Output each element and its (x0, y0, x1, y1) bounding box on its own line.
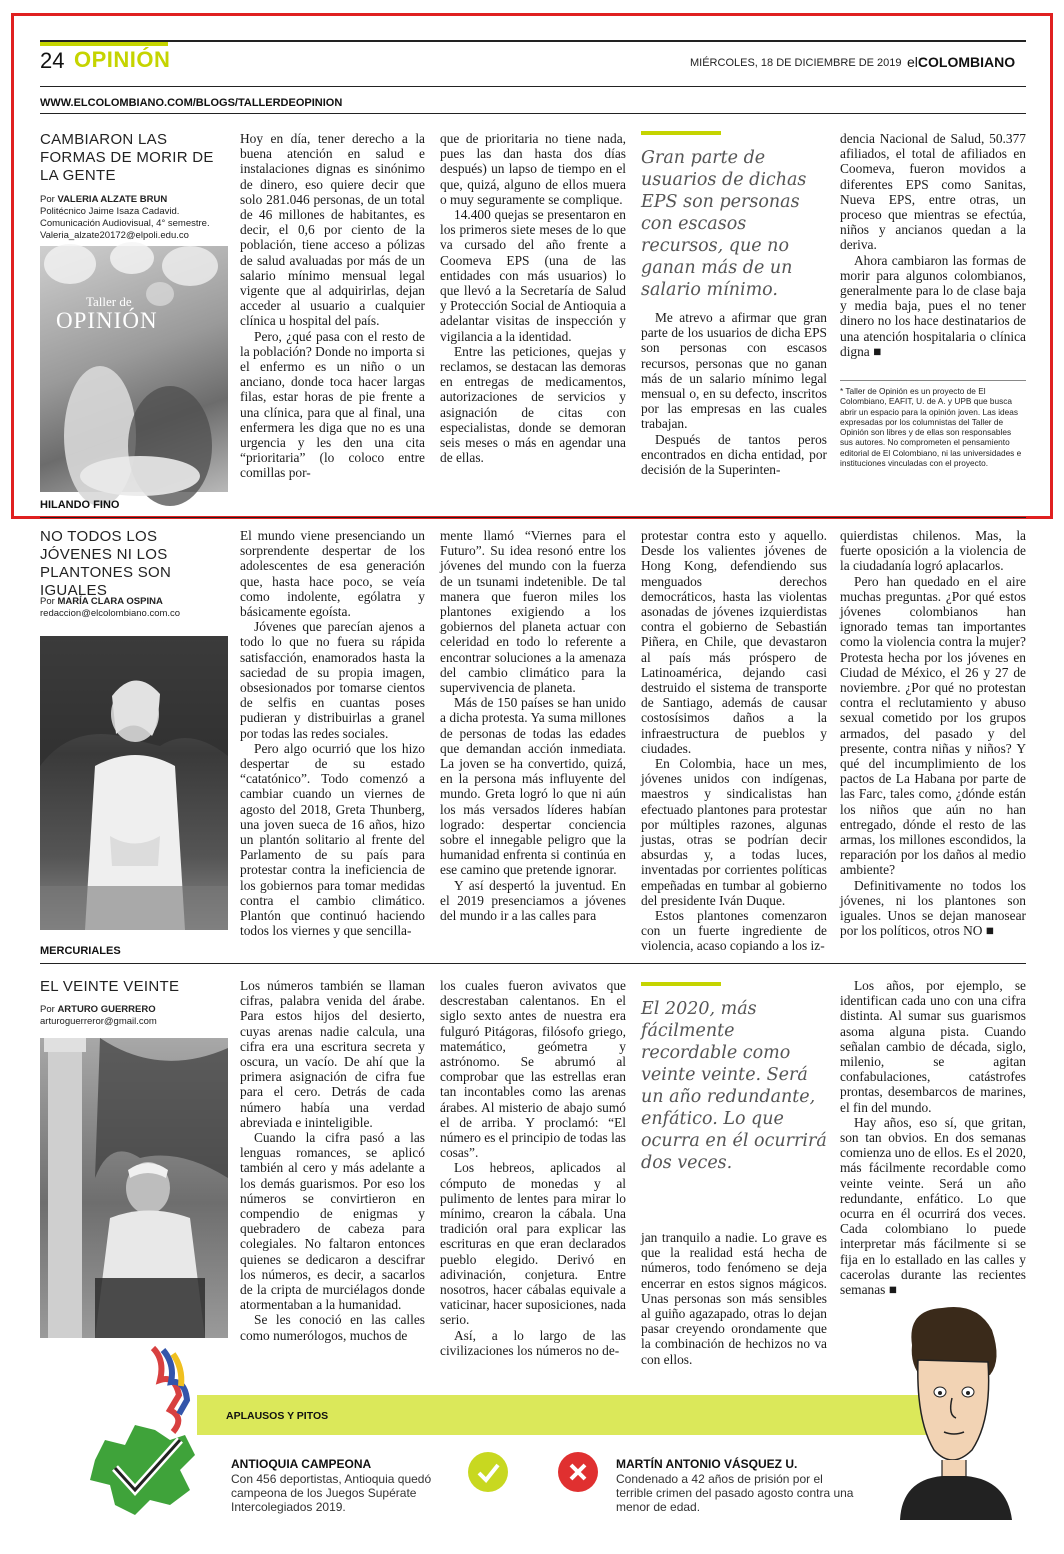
aplauso-text: Con 456 deportistas, Antioquia quedó campeona de los Juegos Supérate Intercolegiados 2019. (231, 1472, 432, 1514)
paragraph: Y así despertó la juventud. En el 2019 presenciamos a jóvenes del mundo ir a las calles para (440, 877, 626, 924)
paragraph: protestar contra esto y aquello. Desde los valientes jóvenes de Hong Kong, defendiendo sus menguados derechos democráticos, hasta las violentas asonadas de jóvenes izquierdistas contra el gobierno de Sebastián Piñera, en Chile, que devastaron al país más próspero de Latinoamérica, dejando casi destruido el sistema de transporte de Santiago, además de causar costosísimos daños a la infraestructura de pueblos y ciudades. (641, 528, 827, 756)
footnote-rule (840, 380, 1026, 381)
pito-text: Condenado a 42 años de prisión por el terrible crimen del pasado agosto contra una menor de edad. (616, 1472, 854, 1514)
by-prefix: Por (40, 1004, 55, 1015)
paragraph: Pero han quedado en el aire muchas preguntas. ¿Por qué estos jóvenes colombianos han ignorado temas tan importantes como la violencia contra la mujer? Protesta hecha por los jóvenes en Ciudad de México, el 26 y 27 de noviembre. ¿Por qué no protestan contra el reclutamiento y abuso sexual cometido por los grupos armados, del pasado y del presente, contra niñas y niños? Y qué del incumplimiento de los pactos de La Habana por parte de las Farc, tales como, ¿dónde están los niños que aún no han entregado, dónde el resto de las armas, los millones escondidos, la reparación por los daños al medio ambiente? (840, 573, 1026, 878)
paragraph: En Colombia, hace un mes, jóvenes unidos con indígenas, maestros y sindicalistas han efectuado plantones para protestar por múltiples razones, algunas justas, otras se podrían decir absurdas y, a todas luces, inventadas por corrientes políticas empeñadas en tumbar al gobierno del presidente Iván Duque. (641, 756, 827, 908)
portrait-graphic (40, 1038, 228, 1338)
article3-headline: EL VEINTE VEINTE (40, 978, 180, 995)
article1-column4 (840, 131, 1026, 376)
section-tag-hilando: HILANDO FINO (40, 499, 120, 511)
article3-column1 (240, 978, 425, 1354)
paragraph: Después de tantos peros encontrados en dicha entidad, por decisión de la Superinten- (641, 431, 827, 478)
paragraph: Definitivamente no todos los jóvenes, ni los plantones son iguales. Unos se dejan manosear por los políticos, otros NO ■ (840, 877, 1026, 939)
paragraph: Pero algo ocurrió que los hizo despertar de su estado “catatónico”. Todo comenzó a cambiar cuando un viernes de agosto del 2018, Greta Thunberg, una joven sueca de 16 años, hizo un plantón solitario al frente del Parlamento de su país para protestar contra la ineficiencia de los gobiernos para tomar medidas contra el cambio climático. Plantón que continuó haciendo todos los viernes y que sencilla- (240, 740, 425, 939)
author-email[interactable]: Valeria_alzate20172@elpoli.edu.co (40, 230, 189, 241)
article1-column1 (240, 131, 425, 491)
paragraph: Así, a lo largo de las civilizaciones los números no de- (440, 1327, 626, 1358)
article2-headline: NO TODOS LOS JÓVENES NI LOS PLANTONES SON IGUALES (40, 528, 172, 599)
paragraph: Más de 150 países se han unido a dicha protesta. Ya suma millones de personas de todas las edades que demandan acción inmediata. La joven se ha convertido, quizá, en la persona más influyente del mundo. Greta logró lo que ni aún los más versados líderes habían logrado: despertar conciencia sobre el innegable peligro que la humanidad enfrenta si continúa en ese camino que pretende ignorar. (440, 695, 626, 878)
pullquote-bar (641, 131, 721, 135)
pullquote-bar (641, 982, 721, 986)
author-email[interactable]: arturoguerreror@gmail.com (40, 1016, 157, 1027)
paragraph: 14.400 quejas se presentaron en los primeros siete meses de lo que va cursado del año frente a Coomeva EPS (una de las entidades con más usuarios) lo que llevó a la Secretaría de Salud y Protección Social de Antioquia a adelantar visitas de inspección y vigilancia a la identidad. (440, 207, 626, 344)
paragraph: los cuales fueron avivatos que descrestaban calentanos. En el siglo sexto antes de nuestra era fulguró Pitágoras, filósofo griego, matemático, geómetra y astrónomo. Se abrumó al comprobar que las estrellas eran tan incontables como las arenas árabes. Al misterio de abajo sumó el de arriba. Y proclamó: “El número es el principio de todas las cosas”. (440, 978, 626, 1161)
by-prefix: Por (40, 194, 55, 205)
paragraph: Jóvenes que parecían ajenos a todo lo que no fuera su rápida satisfacción, enamorados hasta la saciedad de su propia imagen, obsesionados por tomarse cientos de selfis en cuantas poses pudieran y distribuirlas a granel por todas las redes sociales. (240, 619, 425, 741)
article3-pullquote: El 2020, más fácilmente recordable como veinte veinte. Será un año redundante, enfático. Lo que ocurra en él ocurrirá dos veces. (641, 999, 827, 1173)
article-divider (40, 517, 1026, 518)
article1-byline (40, 194, 230, 242)
pito-headline: MARTÍN ANTONIO VÁSQUEZ U. (616, 1457, 798, 1471)
author-affiliation: Politécnico Jaime Isaza Cadavid. (40, 206, 180, 217)
logo-main: COLOMBIANO (917, 54, 1016, 70)
author-name: VALERIA ALZATE BRUN (57, 194, 168, 205)
cross-glyph (558, 1452, 598, 1492)
article2-column4 (840, 528, 1026, 939)
author-program: Comunicación Audiovisual, 4° semestre. (40, 218, 210, 229)
issue-date: MIÉRCOLES, 18 DE DICIEMBRE DE 2019 (690, 57, 902, 69)
paragraph: Los números también se llaman cifras, palabra venida del árabe. Para estos hijos del desierto, cuyas arenas nadie calcula, una cifra era una escritura secreta y oscura, un vacío. De ahí que la primera asignación de cifra fue para el cero. Detrás de cada número había una verdad abreviada e ininteligible. (240, 978, 425, 1130)
newspaper-logo (907, 54, 1015, 70)
check-icon (468, 1452, 508, 1492)
paragraph: Hoy en día, tener derecho a la buena atención en salud e instalaciones dignas es sinónimo de dinero, eso quiere decir que solo 281.046 personas, de un total de 46 millones de habitantes, es decir, el 0,6 por ciento de la población, tiene acceso a pólizas de salud avaluadas por más de un salario mínimo mensual legal vigente que al adquirirlas, dejan acceder al usuario a cualquier clínica u hospital del país. (240, 131, 425, 329)
paragraph: Se les conoció en las calles como numerólogos, muchos de (240, 1312, 425, 1343)
caricature-icon (882, 1300, 1032, 1520)
cross-icon (558, 1452, 598, 1492)
article3-byline (40, 1004, 230, 1028)
header-bottom-rule (40, 86, 1026, 87)
header-rule (40, 40, 1026, 42)
article1-pullquote: Gran parte de usuarios de dichas EPS son personas con escasos recursos, que no ganan más de un salario mínimo. (641, 148, 807, 300)
author-name: MARÍA CLARA OSPINA (57, 596, 163, 607)
portrait-graphic (40, 636, 228, 930)
author-email[interactable]: redaccion@elcolombiano.com.co (40, 608, 181, 619)
paragraph: Los años, por ejemplo, se identifican cada uno con una cifra distinta. Al sumar sus guarismos asoma alguna pista. Cuando señalan cambio de década, siglo, milenio, se agitan confabulaciones, catástrofes prontas, desembarcos de marines, el fin del mundo. (840, 978, 1026, 1115)
section-tag-mercuriales: MERCURIALES (40, 945, 121, 957)
paragraph: Los hebreos, aplicados al cómputo de monedas y al pulimento de lentes para mirar lo mínimo, crearon la cábala. Una tradición oral para explicar las escrituras en que eran declarados pueblo elegido. Derivó en adivinación, conjetura. Entre nosotros, hacer cábalas equivale a vaticinar, hacer suposiciones, nada serio. (440, 1160, 626, 1328)
article3-column4 (840, 978, 1026, 1298)
logo-prefix: el (907, 54, 918, 70)
paragraph: Pero, ¿qué pasa con el resto de la población? Donde no importa si el enfermo es un niño o un anciano, donde toca hacer largas filas, estar horas de pie frente a una clínica, para que al final, una enfermera les diga que no es una urgencia y les den una cita “prioritaria” (lo coloco entre comillas por- (240, 328, 425, 481)
article3-column2 (440, 978, 626, 1358)
aplauso-headline: ANTIOQUIA CAMPEONA (231, 1457, 372, 1471)
article1-column2 (440, 131, 626, 491)
paragraph: que de prioritaria no tiene nada, pues las dan hasta dos días después) un lapso de tiempo en el que, quizá, alguno de ellos muera o muy seguramente se complique. (440, 131, 626, 207)
taller-opinion-photo (40, 246, 228, 492)
paragraph: Hay años, eso sí, que gritan, son tan obvios. En dos semanas comienza uno de ellos. Es el 2020, más fácilmente recordable como veinte veinte. Será un año redundante, enfático. Lo que ocurra en él ocurrirá dos veces. Cada colombiano lo puede interpretar más fácilmente si se fija en lo estallado en las calles y cacerolas durante las recientes semanas ■ (840, 1114, 1026, 1298)
author-name: ARTURO GUERRERO (57, 1004, 156, 1015)
section-name: OPINIÓN (74, 47, 171, 72)
url-rule (40, 113, 1026, 114)
aplausos-title: APLAUSOS Y PITOS (226, 1410, 329, 1422)
article3-column3 (641, 1230, 827, 1367)
taller-label-large: OPINIÓN (56, 308, 158, 333)
paragraph: Cuando la cifra pasó a las lenguas romances, se aplicó también al cero y más adelante a los demás guarismos. Por eso los números se convirtieron en compendio de enigmas y quebradero de cabeza para colegiales. No faltaron entonces quienes se dedicaron a descifrar los números, es decir, a sacarlos de la cripta de murciélagos donde atormentaban a la humanidad. (240, 1130, 425, 1313)
author-photo-guerrero (40, 1038, 228, 1338)
paragraph: Ahora cambiaron las formas de morir para algunos colombianos, generalmente para lo de clase baja y media baja, pues el no tener dinero no los hace destinatarios de una atención hospitalaria o clínica digna ■ (840, 252, 1026, 359)
article-divider (40, 963, 1026, 964)
paragraph: El mundo viene presenciando un sorprendente despertar de los adolescentes de esa generación que, hasta hace poco, se veía como indolente, ególatra y básicamente egoísta. (240, 528, 425, 620)
taller-label-small: Taller de (86, 294, 132, 309)
paragraph: jan tranquilo a nadie. Lo grave es que la realidad está hecha de números, todo fenómeno se deja encerrar en estos signos mágicos. Unas personas son más sensibles al guiño agazapado, otras lo dejan pasar creyendo orondamente que la combinación de hechizos no va con ellos. (641, 1230, 827, 1367)
author-photo-ospina (40, 636, 228, 930)
antioquia-map-icon (75, 1340, 225, 1530)
page-number: 24 (40, 48, 65, 73)
article2-column3 (641, 528, 827, 954)
paragraph: Estos plantones comenzaron con un fuerte ingrediente de violencia, acaso copiando a los iz- (641, 908, 827, 954)
paragraph: mente llamó “Viernes para el Futuro”. Su idea resonó entre los jóvenes del mundo con la fuerza de un tsunami indetenible. De tal manera que fueron miles los plantones exigiendo a los gobiernos del planeta actuar con celeridad en todo lo referente a encontrar soluciones a la amenaza del cambio climático para la supervivencia de planeta. (440, 528, 626, 696)
taller-photo-graphic (40, 246, 228, 492)
article1-headline: CAMBIARON LAS FORMAS DE MORIR DE LA GENTE (40, 131, 214, 184)
by-prefix: Por (40, 596, 55, 607)
article2-column1 (240, 528, 425, 939)
section-accent-bar (40, 42, 168, 46)
blog-url[interactable]: WWW.ELCOLOMBIANO.COM/BLOGS/TALLERDEOPINION (40, 97, 343, 109)
paragraph: Entre las peticiones, quejas y reclamos, se destacan las demoras en entregas de medicamentos, autorizaciones de servicios y asignación de citas con especialistas, donde se demoran seis meses o más en agendar una de ellas. (440, 343, 626, 466)
article1-footnote: * Taller de Opinión es un proyecto de El Colombiano, EAFIT, U. de A. y UPB que busca abrir un espacio para la opinión joven. Las ideas expresadas por los columnistas del Taller de Opinión son libres y de ellas son responsables sus autores. No comprometen el pensamiento editorial de El Colombiano, ni las universidades e instituciones vinculadas con el proyecto. (840, 386, 1022, 469)
paragraph: quierdistas chilenos. Mas, la fuerte oposición a la violencia de la ciudadanía logró aplacarlos. (840, 528, 1026, 574)
check-glyph (468, 1452, 508, 1492)
paragraph: Me atrevo a afirmar que gran parte de los usuarios de dicha EPS son personas con escasos recursos, personas que no ganan más de un salario mínimo legal mensual o, en su defecto, inscritos por las empresas en las cuales trabajan. (641, 310, 827, 432)
article1-column3 (641, 310, 827, 492)
paragraph: dencia Nacional de Salud, 50.377 afiliados, el total de afiliados en Coomeva, fueron movidos a diferentes EPS como Sanitas, Nueva EPS, entre otras, un proceso que mientras se efectúa, niños y ancianos quedan a la deriva. (840, 131, 1026, 253)
article2-column2 (440, 528, 626, 934)
article2-byline (40, 596, 230, 620)
